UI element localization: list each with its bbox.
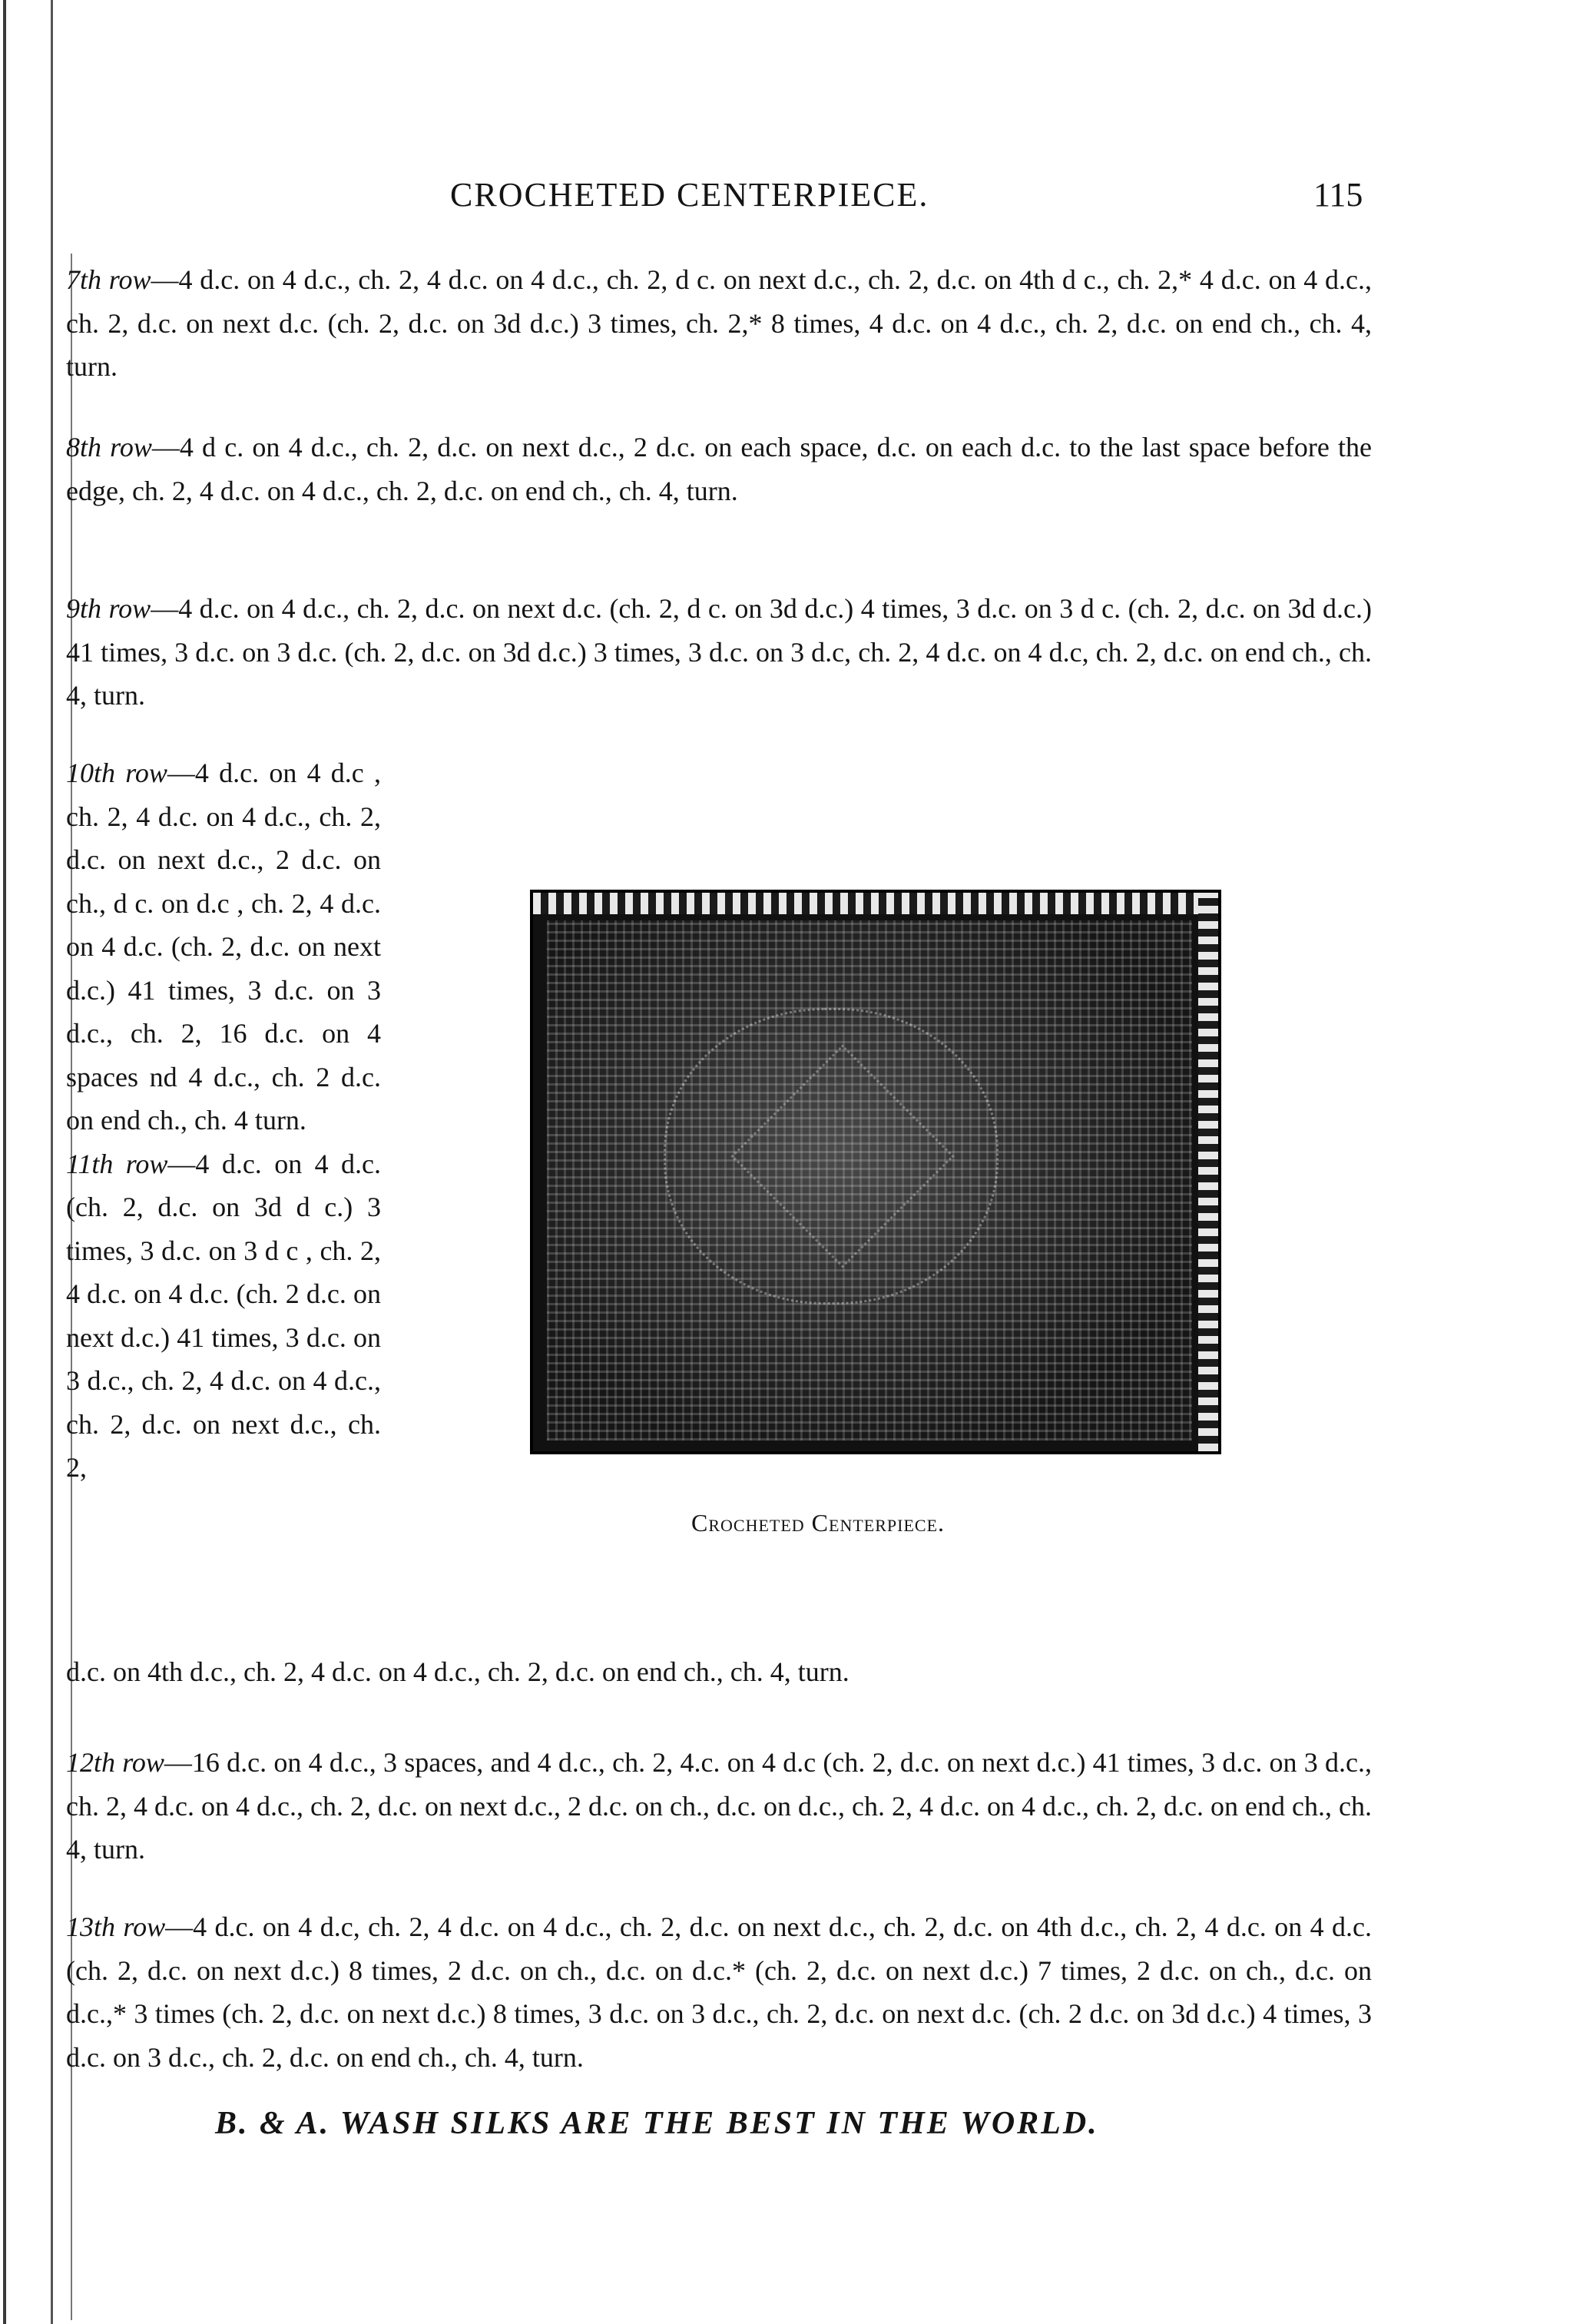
row-text: —4 d c. on 4 d.c., ch. 2, d.c. on next d.c., 2 d.c. on each space, d.c. on each d.c. to the last space before the edge, ch. 2, 4 d.c. on 4 d.c., ch. 2, d.c. on end ch., ch. 4, turn.	[66, 432, 1372, 506]
running-header	[0, 175, 1593, 229]
row-text: —4 d.c. on 4 d.c. (ch. 2, d.c. on 3d d c.) 3 times, 3 d.c. on 3 d c , ch. 2, 4 d.c. on 4 d.c. (ch. 2 d.c. on next d.c.) 41 times, 3 d.c. on 3 d.c., ch. 2, 4 d.c. on 4 d.c., ch. 2, d.c. on next d.c., ch. 2,	[66, 1148, 381, 1483]
centerpiece-illustration	[530, 890, 1221, 1454]
page-number: 115	[1313, 176, 1363, 214]
binding-line	[51, 0, 53, 2324]
row-label: 10th row	[66, 758, 167, 788]
instruction-row-7	[66, 258, 1372, 389]
instruction-row-11-tail: d.c. on 4th d.c., ch. 2, 4 d.c. on 4 d.c., ch. 2, d.c. on end ch., ch. 4, turn.	[66, 1656, 849, 1687]
instruction-row-8	[66, 426, 1372, 512]
row-text: —4 d.c. on 4 d.c, ch. 2, 4 d.c. on 4 d.c., ch. 2, d.c. on next d.c., ch. 2, d.c. on 4th d.c., ch. 2, 4 d.c. on 4 d.c. (ch. 2, d.c. on next d.c.) 8 times, 2 d.c. on ch., d.c. on d.c.* (ch. 2, d.c. on next d.c.) 7 times, 2 d.c. on ch., d.c. on d.c.,* 3 times (ch. 2, d.c. on next d.c.) 8 times, 3 d.c. on 3 d.c., ch. 2, d.c. on next d.c. (ch. 2 d.c. on 3d d.c.) 4 times, 3 d.c. on 3 d.c., ch. 2, d.c. on end ch., ch. 4, turn.	[66, 1911, 1373, 2073]
page-title: CROCHETED CENTERPIECE.	[450, 176, 929, 214]
row-label: 12th row	[66, 1747, 164, 1778]
row-label: 11th row	[66, 1148, 168, 1179]
row-text: —4 d.c. on 4 d.c , ch. 2, 4 d.c. on 4 d.c., ch. 2, d.c. on next d.c., 2 d.c. on ch., d c. on d.c , ch. 2, 4 d.c. on 4 d.c. (ch. 2, d.c. on next d.c.) 41 times, 3 d.c. on 3 d.c., ch. 2, 16 d.c. on 4 spaces nd 4 d.c., ch. 2 d.c. on end ch., ch. 4 turn.	[66, 758, 381, 1135]
scalloped-edge-top	[533, 893, 1218, 914]
row-text: —4 d.c. on 4 d.c., ch. 2, d.c. on next d.c. (ch. 2, d c. on 3d d.c.) 4 times, 3 d.c. on 3 d c. (ch. 2, d.c. on 3d d.c.) 41 times, 3 d.c. on 3 d.c. (ch. 2, d.c. on 3d d.c.) 3 times, 3 d.c. on 3 d.c, ch. 2, 4 d.c. on 4 d.c, ch. 2, d.c. on end ch., ch. 4, turn.	[66, 593, 1373, 711]
instruction-row-12	[66, 1741, 1372, 1871]
instruction-rows-10-11	[66, 751, 381, 1490]
instruction-row-13	[66, 1905, 1372, 2079]
row-label: 8th row	[66, 432, 152, 462]
row-label: 7th row	[66, 264, 151, 295]
figure-caption: Crocheted Centerpiece.	[691, 1509, 946, 1537]
row-label: 13th row	[66, 1911, 166, 1942]
row-text: —4 d.c. on 4 d.c., ch. 2, 4 d.c. on 4 d.c., ch. 2, d c. on next d.c., ch. 2, d.c. on 4th d c., ch. 2,* 4 d.c. on 4 d.c., ch. 2, d.c. on next d.c. (ch. 2, d.c. on 3d d.c.) 3 times, ch. 2,* 8 times, 4 d.c. on 4 d.c., ch. 2, d.c. on end ch., ch. 4, turn.	[66, 264, 1372, 382]
scalloped-edge-right	[1198, 893, 1218, 1451]
row-label: 9th row	[66, 593, 151, 624]
instruction-row-9	[66, 587, 1372, 718]
row-text: —16 d.c. on 4 d.c., 3 spaces, and 4 d.c., ch. 2, 4.c. on 4 d.c (ch. 2, d.c. on next d.c.) 41 times, 3 d.c. on 3 d.c., ch. 2, 4 d.c. on 4 d.c., ch. 2, d.c. on next d.c., 2 d.c. on ch., d.c. on d.c., ch. 2, 4 d.c. on 4 d.c., ch. 2, d.c. on end ch., ch. 4, turn.	[66, 1747, 1372, 1865]
binding-line	[3, 0, 6, 2324]
advertisement-footer: B. & A. WASH SILKS ARE THE BEST IN THE WORLD.	[215, 2106, 1099, 2141]
